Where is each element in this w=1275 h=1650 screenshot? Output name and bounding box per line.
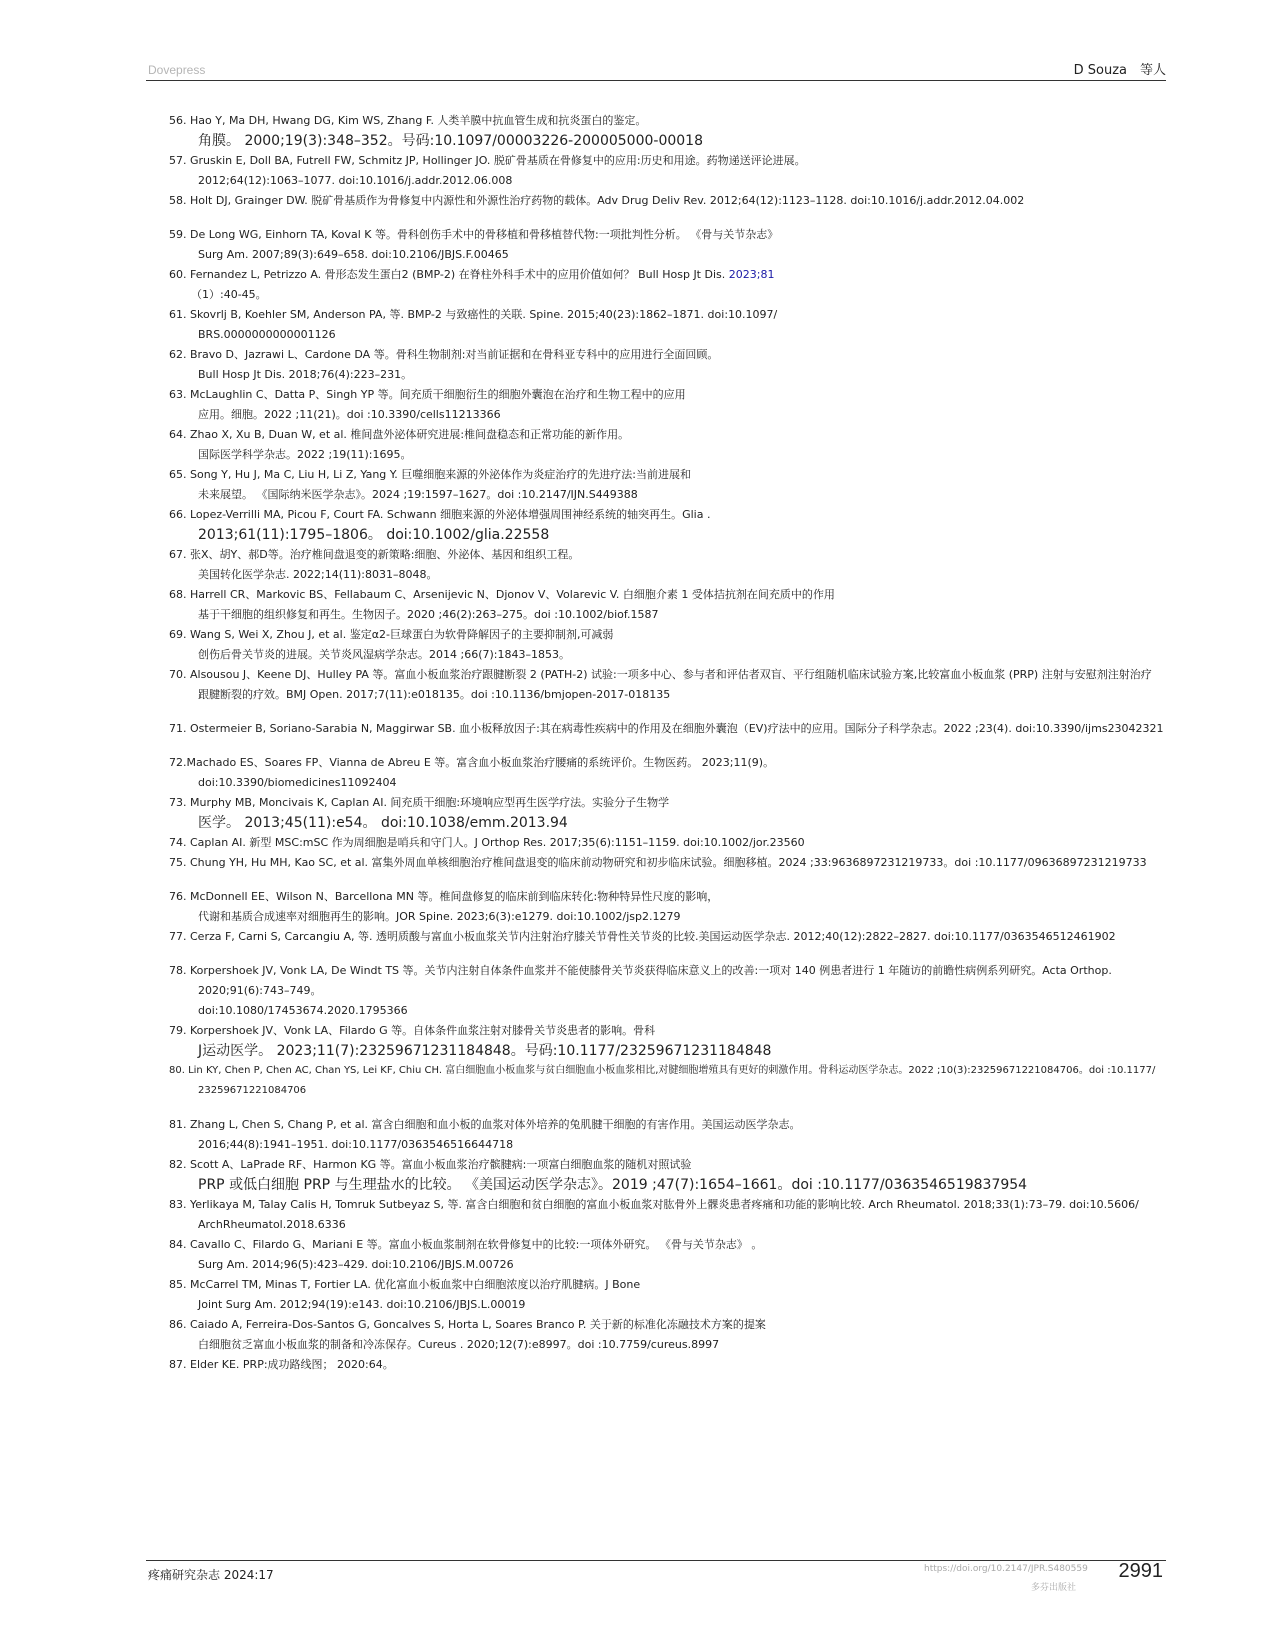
reference-71 xyxy=(169,719,1169,739)
reference-text: （1）:40-45。 xyxy=(191,288,267,301)
reference-text: 64. Zhao X, Xu B, Duan W, et al. 椎间盘外泌体研究进展:椎间盘稳态和正常功能的新作用。 xyxy=(169,428,630,441)
spacer xyxy=(169,211,1169,225)
footer-doi-link[interactable]: https://doi.org/10.2147/JPR.S480559 xyxy=(924,1564,1088,1574)
reference-text: 59. De Long WG, Einhorn TA, Koval K 等。骨科创伤手术中的骨移植和骨移植替代物:一项批判性分析。 《骨与关节杂志》 xyxy=(169,228,779,241)
reference-text: 56. Hao Y, Ma DH, Hwang DG, Kim WS, Zhang F. 人类羊膜中抗血管生成和抗炎蛋白的鉴定。 xyxy=(169,114,647,127)
header-divider xyxy=(146,80,1166,81)
reference-67 xyxy=(169,545,1169,585)
reference-64 xyxy=(169,425,1169,465)
reference-text: doi:10.3390/biomedicines11092404 xyxy=(198,776,397,789)
spacer xyxy=(169,1101,1169,1115)
reference-text-main: 60. Fernandez L, Petrizzo A. 骨形态发生蛋白2 (BMP-2) 在脊柱外科手术中的应用价值如何？ Bull Hosp Jt Dis. xyxy=(169,268,729,281)
reference-text: Surg Am. 2007;89(3):649–658. doi:10.2106/JBJS.F.00465 xyxy=(198,248,509,261)
reference-83 xyxy=(169,1195,1169,1235)
reference-68 xyxy=(169,585,1169,625)
reference-text: 83. Yerlikaya M, Talay Calis H, Tomruk Sutbeyaz S, 等. 富含白细胞和贫白细胞的富血小板血浆对肱骨外上髁炎患者疼痛和功能的影响比较. Arch Rheumatol. 2018;33(1):73–79. doi:10.5606/ xyxy=(169,1198,1139,1211)
reference-text: 白细胞贫乏富血小板血浆的制备和冷冻保存。Cureus . 2020;12(7):e8997。doi :10.7759/cureus.8997 xyxy=(198,1338,720,1351)
reference-text: 63. McLaughlin C、Datta P、Singh YP 等。间充质干细胞衍生的细胞外囊泡在治疗和生物工程中的应用 xyxy=(169,388,686,401)
reference-text: 跟腱断裂的疗效。BMJ Open. 2017;7(11):e018135。doi :10.1136/bmjopen-2017-018135 xyxy=(198,688,671,701)
reference-text: 76. McDonnell EE、Wilson N、Barcellona MN 等。椎间盘修复的临床前到临床转化:物种特异性尺度的影响， xyxy=(169,890,719,903)
reference-text: 医学。 2013;45(11):e54。 doi:10.1038/emm.2013.94 xyxy=(198,815,568,831)
reference-59 xyxy=(169,225,1169,265)
page-number: 2991 xyxy=(1118,1560,1163,1582)
reference-text: 84. Cavallo C、Filardo G、Mariani E 等。富血小板血浆制剂在软骨修复中的比较:一项体外研究。 《骨与关节杂志》 。 xyxy=(169,1238,763,1251)
spacer xyxy=(169,873,1169,887)
reference-text: 2020;91(6):743–749。 xyxy=(198,984,322,997)
reference-text: 70. Alsousou J、Keene DJ、Hulley PA 等。富血小板血浆治疗跟腱断裂 2 (PATH-2) 试验:一项多中心、参与者和评估者双盲、平行组随机临床试验方案,比较富血小板血浆 (PRP) 注射与安慰剂注射治疗 xyxy=(169,668,1152,681)
reference-87 xyxy=(169,1355,1169,1375)
reference-74 xyxy=(169,833,1169,853)
reference-text: Bull Hosp Jt Dis. 2018;76(4):223–231。 xyxy=(198,368,413,381)
reference-84 xyxy=(169,1235,1169,1275)
reference-text: J运动医学。 2023;11(7):23259671231184848。号码:10.1177/23259671231184848 xyxy=(198,1043,772,1059)
reference-76 xyxy=(169,887,1169,927)
reference-65 xyxy=(169,465,1169,505)
reference-text: Joint Surg Am. 2012;94(19):e143. doi:10.2106/JBJS.L.00019 xyxy=(198,1298,526,1311)
footer-divider xyxy=(146,1560,1166,1561)
reference-text: 80. Lin KY, Chen P, Chen AC, Chan YS, Lei KF, Chiu CH. 富白细胞血小板血浆与贫白细胞血小板血浆相比,对腱细胞增殖具有更好的刺激作用。骨科运动医学杂志。2022 ;10(3):23259671221084706。doi :10.1177/ xyxy=(169,1065,1156,1076)
reference-text: 71. Ostermeier B, Soriano-Sarabia N, Maggirwar SB. 血小板释放因子:其在病毒性疾病中的作用及在细胞外囊泡（EV)疗法中的应用。国际分子科学杂志。2022 ;23(4). doi:10.3390/ijms23042321 xyxy=(169,722,1164,735)
reference-text: 68. Harrell CR、Markovic BS、Fellabaum C、Arsenijevic N、Djonov V、Volarevic V. 白细胞介素 1 受体拮抗剂在间充质中的作用 xyxy=(169,588,835,601)
reference-text: 2013;61(11):1795–1806。 doi:10.1002/glia.22558 xyxy=(198,527,550,543)
running-header-authors: D Souza 等人 xyxy=(1073,63,1166,78)
reference-text: 85. McCarrel TM, Minas T, Fortier LA. 优化富血小板血浆中白细胞浓度以治疗肌腱病。J Bone xyxy=(169,1278,641,1291)
reference-text: 62. Bravo D、Jazrawi L、Cardone DA 等。骨科生物制剂:对当前证据和在骨科亚专科中的应用进行全面回顾。 xyxy=(169,348,719,361)
reference-text: 2016;44(8):1941–1951. doi:10.1177/0363546516644718 xyxy=(198,1138,514,1151)
reference-text: 2012;64(12):1063–1077. doi:10.1016/j.addr.2012.06.008 xyxy=(198,174,513,187)
reference-text: 75. Chung YH, Hu MH, Kao SC, et al. 富集外周血单核细胞治疗椎间盘退变的临床前动物研究和初步临床试验。细胞移植。2024 ;33:9636897231219733。doi :10.1177/09636897231219733 xyxy=(169,856,1147,869)
reference-77 xyxy=(169,927,1169,947)
reference-text: 79. Korpershoek JV、Vonk LA、Filardo G 等。自体条件血浆注射对膝骨关节炎患者的影响。骨科 xyxy=(169,1024,656,1037)
reference-text: ArchRheumatol.2018.6336 xyxy=(198,1218,346,1231)
reference-text: 74. Caplan AI. 新型 MSC:mSC 作为周细胞是哨兵和守门人。J Orthop Res. 2017;35(6):1151–1159. doi:10.1002/jor.23560 xyxy=(169,836,805,849)
reference-text: 87. Elder KE. PRP:成功路线图； 2020:64。 xyxy=(169,1358,394,1371)
reference-text: Surg Am. 2014;96(5):423–429. doi:10.2106/JBJS.M.00726 xyxy=(198,1258,514,1271)
reference-56 xyxy=(169,111,1169,151)
reference-text: 69. Wang S, Wei X, Zhou J, et al. 鉴定α2-巨球蛋白为软骨降解因子的主要抑制剂,可减弱 xyxy=(169,628,614,641)
reference-text: 基于干细胞的组织修复和再生。生物因子。2020 ;46(2):263–275。doi :10.1002/biof.1587 xyxy=(198,608,659,621)
reference-text: 23259671221084706 xyxy=(198,1085,307,1096)
reference-text: 应用。细胞。2022 ;11(21)。doi :10.3390/cells11213366 xyxy=(198,408,501,421)
reference-63 xyxy=(169,385,1169,425)
reference-text xyxy=(169,265,1169,285)
reference-62 xyxy=(169,345,1169,385)
footer-journal: 疼痛研究杂志 2024:17 xyxy=(148,1568,274,1582)
reference-text: 66. Lopez-Verrilli MA, Picou F, Court FA. Schwann 细胞来源的外泌体增强周围神经系统的轴突再生。Glia . xyxy=(169,508,711,521)
reference-text: 58. Holt DJ, Grainger DW. 脱矿骨基质作为骨修复中内源性和外源性治疗药物的载体。Adv Drug Deliv Rev. 2012;64(12):1123–1128. doi:10.1016/j.addr.2012.04.002 xyxy=(169,194,1025,207)
reference-61 xyxy=(169,305,1169,345)
reference-text: BRS.0000000000001126 xyxy=(198,328,336,341)
footer-publisher: 多芬出版社 xyxy=(1031,1583,1077,1593)
reference-text: 未来展望。 《国际纳米医学杂志》。2024 ;19:1597–1627。doi :10.2147/IJN.S449388 xyxy=(198,488,638,501)
reference-81 xyxy=(169,1115,1169,1155)
reference-text: PRP 或低白细胞 PRP 与生理盐水的比较。 《美国运动医学杂志》。2019 ;47(7):1654–1661。doi :10.1177/0363546519837954 xyxy=(198,1177,1028,1193)
reference-text: 86. Caiado A, Ferreira-Dos-Santos G, Goncalves S, Horta L, Soares Branco P. 关于新的标准化冻融技术方案的提案 xyxy=(169,1318,766,1331)
reference-list xyxy=(169,111,1169,1375)
reference-text: 82. Scott A、LaPrade RF、Harmon KG 等。富血小板血浆治疗髌腱病:一项富白细胞血浆的随机对照试验 xyxy=(169,1158,692,1171)
reference-text: doi:10.1080/17453674.2020.1795366 xyxy=(198,1004,408,1017)
journal-brand: Dovepress xyxy=(148,63,206,77)
reference-82 xyxy=(169,1155,1169,1195)
reference-text: 78. Korpershoek JV, Vonk LA, De Windt TS 等。关节内注射自体条件血浆并不能使膝骨关节炎获得临床意义上的改善:一项对 140 例患者进行 1 年随访的前瞻性病例系列研究。Acta Orthop. xyxy=(169,964,1112,977)
reference-85 xyxy=(169,1275,1169,1315)
reference-66 xyxy=(169,505,1169,545)
reference-80 xyxy=(169,1061,1169,1101)
spacer xyxy=(169,705,1169,719)
reference-text: 72.Machado ES、Soares FP、Vianna de Abreu E 等。富含血小板血浆治疗腰痛的系统评价。生物医药。 2023;11(9)。 xyxy=(169,756,775,769)
reference-text: 77. Cerza F, Carni S, Carcangiu A, 等. 透明质酸与富血小板血浆关节内注射治疗膝关节骨性关节炎的比较.美国运动医学杂志. 2012;40(12):2822–2827. doi:10.1177/0363546512461902 xyxy=(169,930,1116,943)
reference-text: 国际医学科学杂志。2022 ;19(11):1695。 xyxy=(198,448,412,461)
reference-text: 57. Gruskin E, Doll BA, Futrell FW, Schmitz JP, Hollinger JO. 脱矿骨基质在骨修复中的应用:历史和用途。药物递送评论进展。 xyxy=(169,154,806,167)
reference-73 xyxy=(169,793,1169,833)
reference-text: 73. Murphy MB, Moncivais K, Caplan AI. 间充质干细胞:环境响应型再生医学疗法。实验分子生物学 xyxy=(169,796,670,809)
spacer xyxy=(169,739,1169,753)
reference-link[interactable]: 2023;81 xyxy=(728,268,775,281)
reference-text: 角膜。 2000;19(3):348–352。号码:10.1097/00003226-200005000-00018 xyxy=(198,133,703,149)
reference-text: 65. Song Y, Hu J, Ma C, Liu H, Li Z, Yang Y. 巨噬细胞来源的外泌体作为炎症治疗的先进疗法:当前进展和 xyxy=(169,468,691,481)
reference-78 xyxy=(169,961,1169,1021)
reference-57 xyxy=(169,151,1169,191)
reference-text: 美国转化医学杂志. 2022;14(11):8031–8048。 xyxy=(198,568,438,581)
reference-72 xyxy=(169,753,1169,793)
reference-86 xyxy=(169,1315,1169,1355)
reference-75 xyxy=(169,853,1169,873)
reference-text: 代谢和基质合成速率对细胞再生的影响。JOR Spine. 2023;6(3):e1279. doi:10.1002/jsp2.1279 xyxy=(198,910,681,923)
spacer xyxy=(169,947,1169,961)
reference-58 xyxy=(169,191,1169,211)
reference-60 xyxy=(169,265,1169,305)
reference-79 xyxy=(169,1021,1169,1061)
reference-70 xyxy=(169,665,1169,705)
reference-69 xyxy=(169,625,1169,665)
reference-text: 67. 张X、胡Y、郝D等。治疗椎间盘退变的新策略:细胞、外泌体、基因和组织工程。 xyxy=(169,548,580,561)
reference-text: 创伤后骨关节炎的进展。关节炎风湿病学杂志。2014 ;66(7):1843–1853。 xyxy=(198,648,570,661)
reference-text: 61. Skovrlj B, Koehler SM, Anderson PA, 等. BMP-2 与致癌性的关联. Spine. 2015;40(23):1862–1871. doi:10.1097/ xyxy=(169,308,778,321)
reference-text: 81. Zhang L, Chen S, Chang P, et al. 富含白细胞和血小板的血浆对体外培养的兔肌腱干细胞的有害作用。美国运动医学杂志。 xyxy=(169,1118,801,1131)
